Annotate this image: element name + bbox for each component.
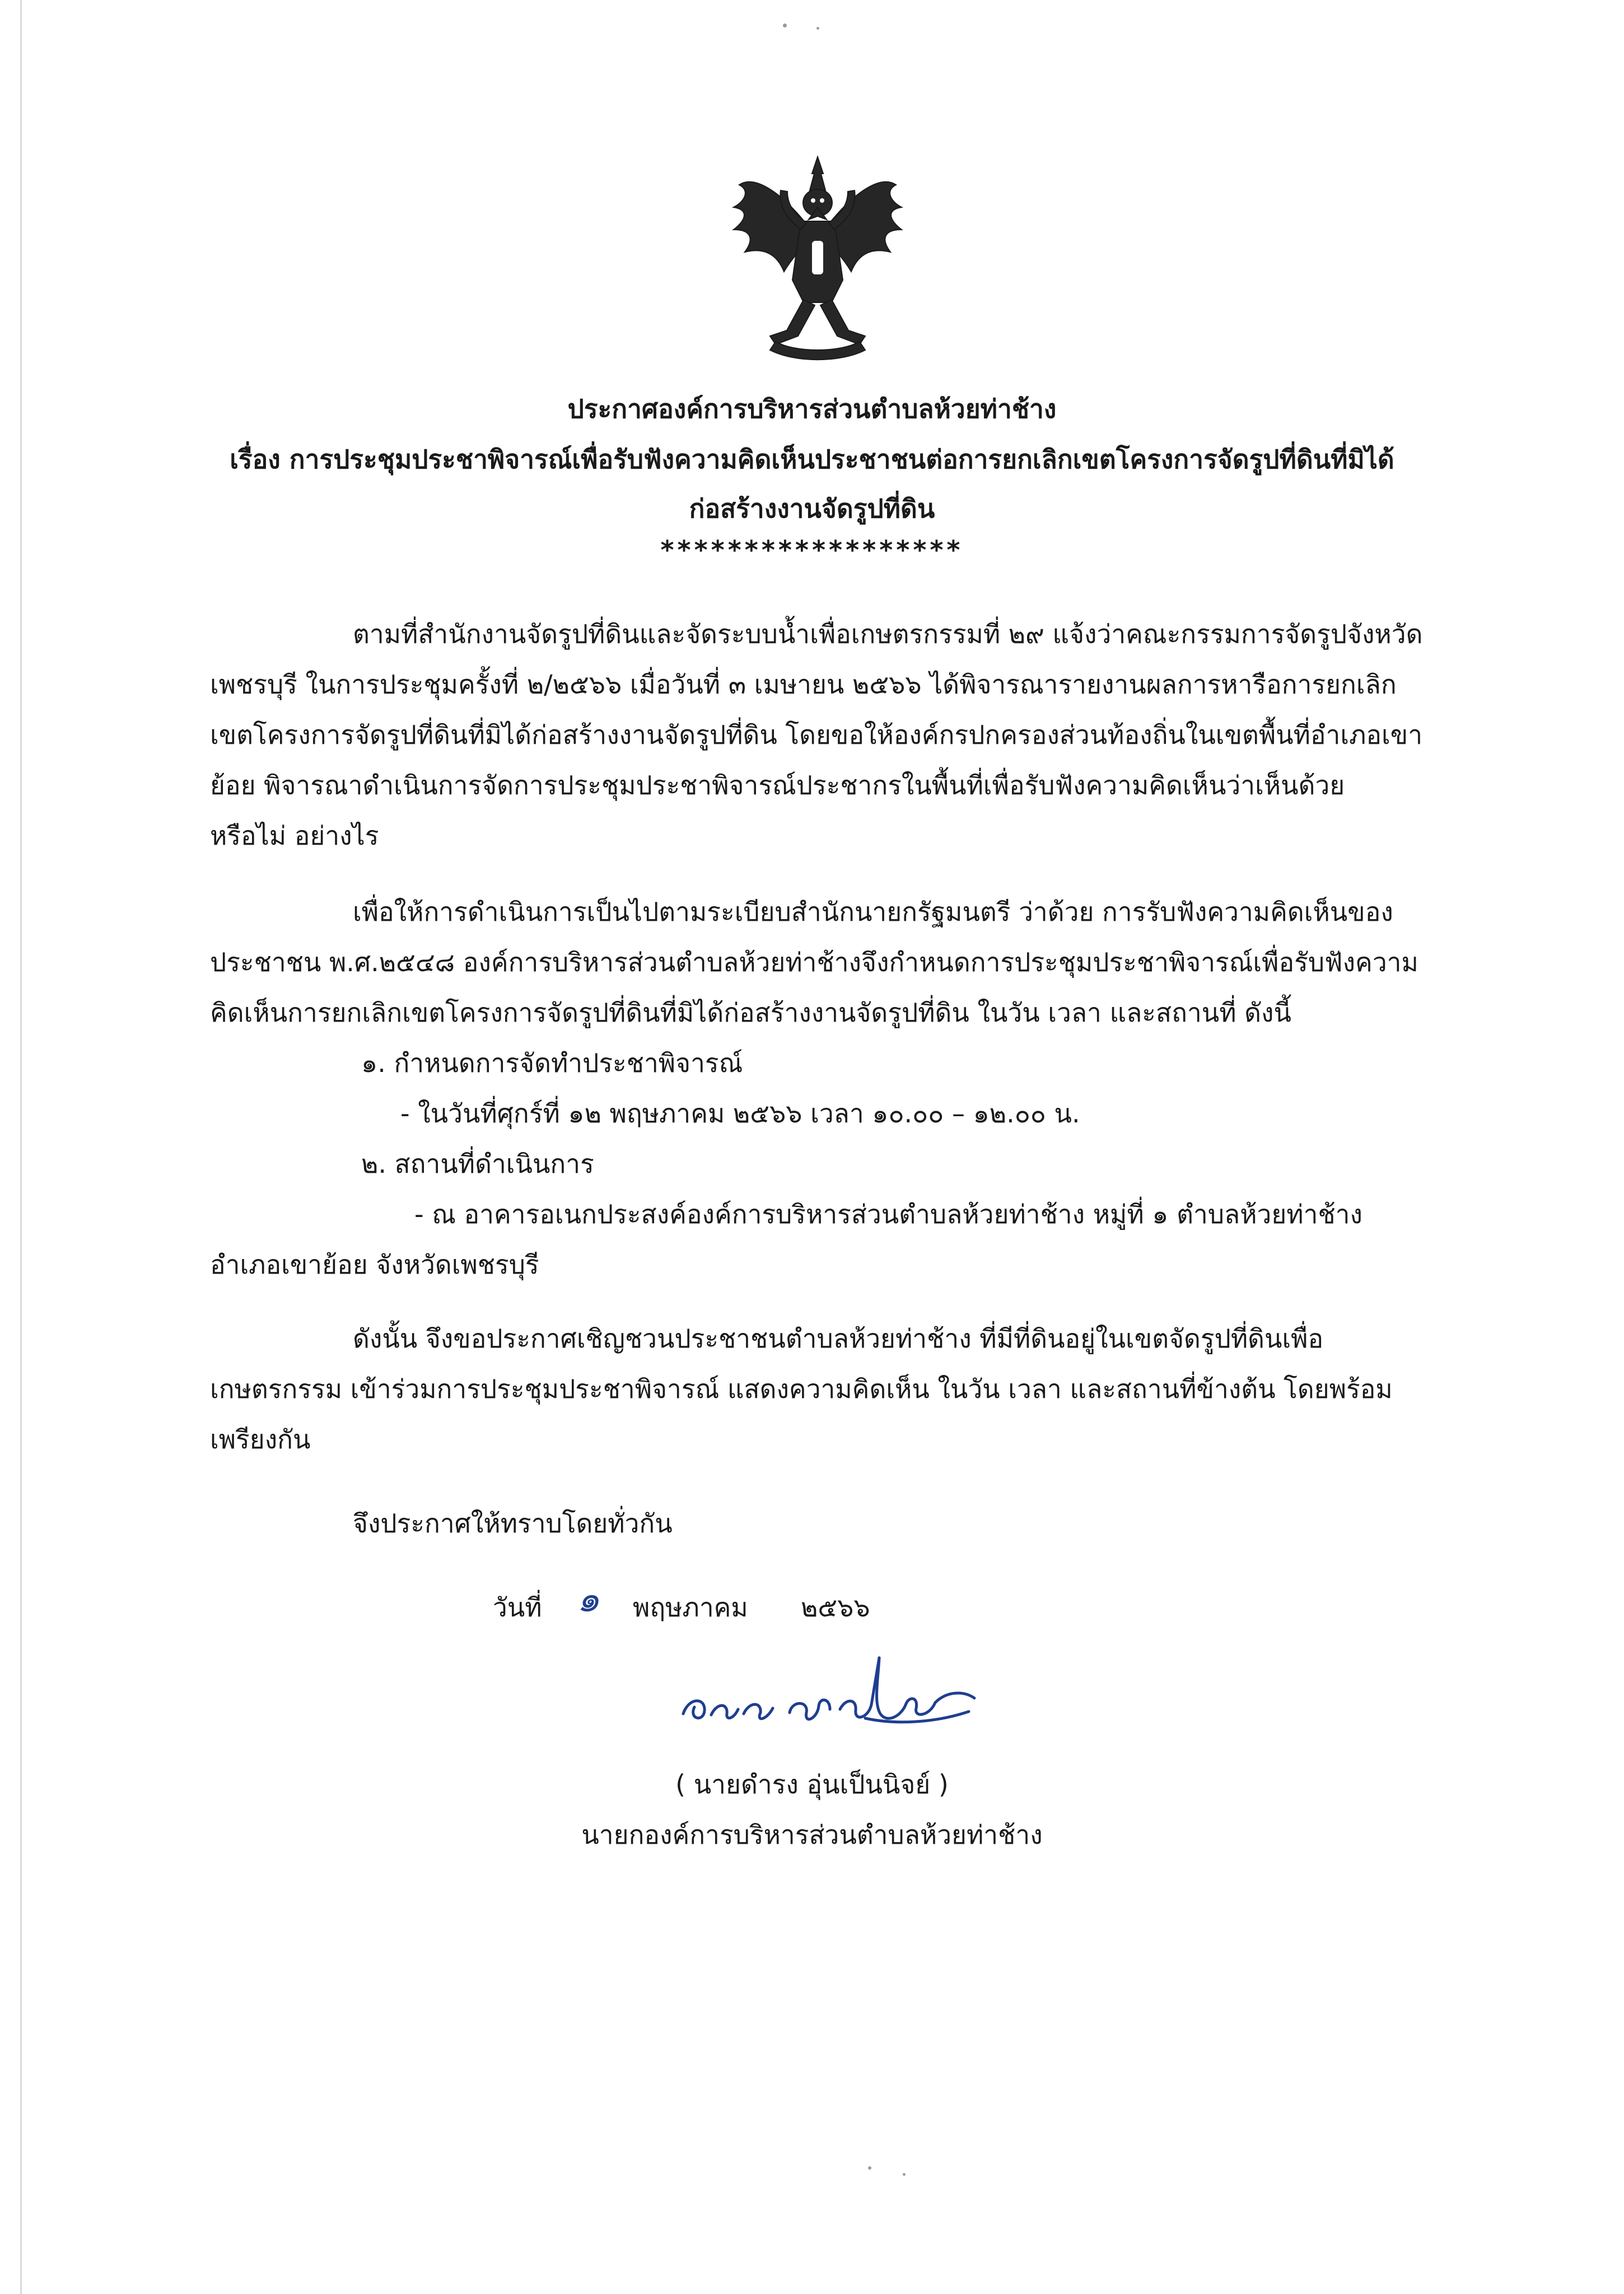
para2-line: คิดเห็นการยกเลิกเขตโครงการจัดรูปที่ดินที่มิได้ก่อสร้างงานจัดรูปที่ดิน ในวัน เวลา และสถานที่ ดังนี้ [210,997,1291,1028]
date-label: วันที่ [493,1592,542,1622]
handwritten-signature [672,1647,986,1742]
item-2-venue: ๒. สถานที่ดำเนินการ [361,1149,594,1179]
scan-speck [903,2173,906,2176]
item-2-detail-line-2: อำเภอเขาย้อย จังหวัดเพชรบุรี [210,1249,539,1280]
para1-line: ตามที่สำนักงานจัดรูปที่ดินและจัดระบบน้ำเพื่อเกษตรกรรมที่ ๒๙ แจ้งว่าคณะกรรมการจัดรูปจังหวัด [353,619,1423,649]
date-year: ๒๕๖๖ [801,1592,870,1622]
item-2-detail-line-1: - ณ อาคารอเนกประสงค์องค์การบริหารส่วนตำบลห้วยท่าช้าง หมู่ที่ ๑ ตำบลห้วยท่าช้าง [414,1199,1362,1229]
scan-speck [816,27,819,30]
item-1-schedule: ๑. กำหนดการจัดทำประชาพิจารณ์ [361,1048,743,1078]
date-month: พฤษภาคม [633,1592,748,1622]
announcement-title: ประกาศองค์การบริหารส่วนตำบลห้วยท่าช้าง [567,394,1057,424]
subject-line-1: เรื่อง การประชุมประชาพิจารณ์เพื่อรับฟังความคิดเห็นประชาชนต่อการยกเลิกเขตโครงการจัดรูปที่ดินที่มิได้ [230,444,1394,474]
para1-line: เขตโครงการจัดรูปที่ดินที่มิได้ก่อสร้างงานจัดรูปที่ดิน โดยขอให้องค์กรปกครองส่วนท้องถิ่นในเขตพื้นที่อำเภอเขา [210,720,1423,750]
para1-line: หรือไม่ อย่างไร [210,820,379,851]
para3-line: ดังนั้น จึงขอประกาศเชิญชวนประชาชนตำบลห้วยท่าช้าง ที่มีที่ดินอยู่ในเขตจัดรูปที่ดินเพื่อ [353,1323,1324,1354]
para2-line: เพื่อให้การดำเนินการเป็นไปตามระเบียบสำนักนายกรัฐมนตรี ว่าด้วย การรับฟังความคิดเห็นของ [353,897,1393,927]
closing-statement: จึงประกาศให้ทราบโดยทั่วกัน [353,1508,673,1538]
garuda-emblem-icon [722,151,913,364]
signatory-position: นายกองค์การบริหารส่วนตำบลห้วยท่าช้าง [581,1820,1043,1850]
date-day-handwritten: ๑ [577,1579,600,1620]
item-1-detail: - ในวันที่ศุกร์ที่ ๑๒ พฤษภาคม ๒๕๖๖ เวลา ๑๐.๐๐ – ๑๒.๐๐ น. [400,1098,1080,1129]
subject-line-2: ก่อสร้างงานจัดรูปที่ดิน [689,493,935,524]
separator-stars: ****************** [660,535,964,565]
scan-speck [868,2166,871,2170]
para1-line: ย้อย พิจารณาดำเนินการจัดการประชุมประชาพิจารณ์ประชากรในพื้นที่เพื่อรับฟังความคิดเห็นว่าเห็นด้วย [210,770,1345,800]
scan-speck [783,24,787,27]
para3-line: เพรียงกัน [210,1424,311,1454]
para3-line: เกษตรกรรม เข้าร่วมการประชุมประชาพิจารณ์ แสดงความคิดเห็น ในวัน เวลา และสถานที่ข้างต้น โดยพร้อม [210,1374,1393,1404]
para2-line: ประชาชน พ.ศ.๒๕๔๘ องค์การบริหารส่วนตำบลห้วยท่าช้างจึงกำหนดการประชุมประชาพิจารณ์เพื่อรับฟังความ [210,947,1418,977]
signatory-name: ( นายดำรง อุ่นเป็นนิจย์ ) [675,1769,949,1799]
scan-edge-line [20,0,22,2294]
para1-line: เพชรบุรี ในการประชุมครั้งที่ ๒/๒๕๖๖ เมื่อวันที่ ๓ เมษายน ๒๕๖๖ ได้พิจารณารายงานผลการหารือการยกเลิก [210,669,1397,700]
